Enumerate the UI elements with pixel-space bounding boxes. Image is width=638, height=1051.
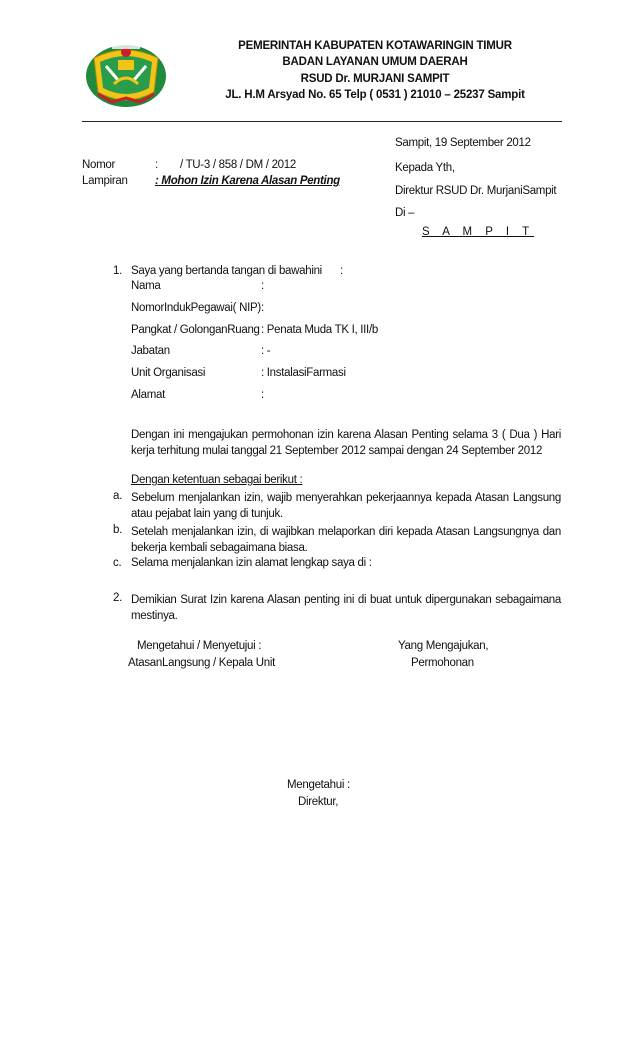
condition-c-letter: c. <box>113 557 122 569</box>
sign-bottom-line-1: Mengetahui : <box>287 779 350 791</box>
lampiran-value: : Mohon Izin Karena Alasan Penting <box>155 175 340 187</box>
item2-text: Demikian Surat Izin karena Alasan penting ini di buat untuk dipergunakan sebagaimana mestinya. <box>131 594 561 622</box>
header-line-4: JL. H.M Arsyad No. 65 Telp ( 0531 ) 21010 – 25237 Sampit <box>225 89 525 101</box>
header-line-3: RSUD Dr. MURJANI SAMPIT <box>300 73 450 85</box>
field-label-nama: Nama <box>131 280 161 292</box>
field-label-jabatan: Jabatan <box>131 345 170 357</box>
sign-left-line-2: AtasanLangsung / Kepala Unit <box>128 657 275 669</box>
field-label-pangkat: Pangkat / GolonganRuang <box>131 324 260 336</box>
item1-number: 1. <box>113 265 122 277</box>
condition-a-text: Sebelum menjalankan izin, wajib menyerahkan pekerjaannya kepada Atasan Langsung atau pejabat lain yang di tunjuk. <box>131 492 561 520</box>
field-label-nip: NomorIndukPegawai( NIP) <box>131 302 261 314</box>
condition-b-letter: b. <box>113 524 122 536</box>
item1-intro-colon: : <box>340 265 343 277</box>
recipient-line-3: Di – <box>395 207 415 219</box>
field-value-jabatan: : - <box>261 345 271 357</box>
field-value-unit: : InstalasiFarmasi <box>261 367 346 379</box>
request-paragraph: Dengan ini mengajukan permohonan izin karena Alasan Penting selama 3 ( Dua ) Hari kerja terhitung mulai tanggal 21 September 2012 sampai dengan 24 September 2012 <box>131 429 561 457</box>
condition-b-text: Setelah menjalankan izin, di wajibkan melaporkan diri kepada Atasan Langsungnya dan bekerja kembali sebagaimana biasa. <box>131 526 561 554</box>
sign-bottom-line-2: Direktur, <box>298 796 339 808</box>
nomor-label: Nomor <box>82 159 116 171</box>
field-value-nama: : <box>261 280 264 292</box>
field-label-unit: Unit Organisasi <box>131 367 206 379</box>
conditions-title: Dengan ketentuan sebagai berikut : <box>131 474 303 486</box>
field-value-alamat: : <box>261 389 264 401</box>
letter-date: Sampit, 19 September 2012 <box>395 137 531 149</box>
sign-right-line-2: Permohonan <box>411 657 474 669</box>
header-line-1: PEMERINTAH KABUPATEN KOTAWARINGIN TIMUR <box>238 40 512 52</box>
recipient-city: S A M P I T <box>422 226 535 238</box>
recipient-line-1: Kepada Yth, <box>395 162 455 174</box>
header-line-2: BADAN LAYANAN UMUM DAERAH <box>282 56 468 68</box>
lampiran-label: Lampiran <box>82 175 128 187</box>
nomor-colon: : <box>155 159 158 171</box>
regency-logo <box>84 36 168 110</box>
item1-intro: Saya yang bertanda tangan di bawahini <box>131 265 322 277</box>
recipient-line-2: Direktur RSUD Dr. MurjaniSampit <box>395 185 557 197</box>
sign-right-line-1: Yang Mengajukan, <box>398 640 489 652</box>
field-value-nip: : <box>261 302 264 314</box>
condition-c-text: Selama menjalankan izin alamat lengkap saya di : <box>131 557 372 569</box>
field-label-alamat: Alamat <box>131 389 165 401</box>
item2-number: 2. <box>113 592 122 604</box>
sign-left-line-1: Mengetahui / Menyetujui : <box>137 640 262 652</box>
field-value-pangkat: : Penata Muda TK I, III/b <box>261 324 378 336</box>
condition-a-letter: a. <box>113 490 122 502</box>
nomor-value: / TU-3 / 858 / DM / 2012 <box>180 159 296 171</box>
header-divider <box>82 121 562 122</box>
